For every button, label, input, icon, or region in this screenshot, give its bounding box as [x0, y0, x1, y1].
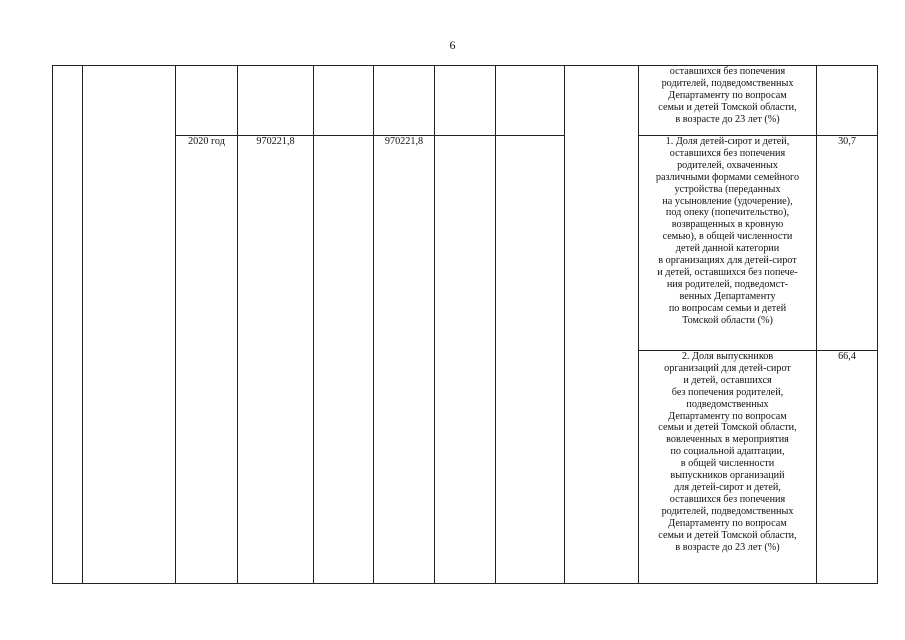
table-row-continued — [53, 66, 878, 136]
cell-federal — [314, 66, 374, 136]
indicator-cell — [639, 351, 817, 584]
indicator-value: 30,7 — [817, 136, 878, 351]
indicator-cell — [639, 136, 817, 351]
cell-total: 970221,8 — [238, 136, 314, 584]
indicator-value-cell — [817, 66, 878, 136]
page-number: 6 — [449, 38, 456, 52]
cell-federal — [314, 136, 374, 584]
indicator-text: 1. Доля детей-сирот и детей, оставшихся без попечения родителей, охваченных различными формами семейного устройства (переданных на усыновление (удочерение), под опеку (попечительство), возвращенных в кровную семью), в общей численности детей данной категории в организациях для детей-сирот и детей, оставшихся без попече- ния родителей, подведомст- венных Департаменту по вопросам семьи и детей Томской области (%) — [655, 136, 800, 326]
cell-local — [435, 136, 496, 584]
indicator-cell — [639, 66, 817, 136]
cell-year — [176, 66, 238, 136]
cell-total — [238, 66, 314, 136]
cell-executor — [565, 66, 639, 584]
cell-regional: 970221,8 — [374, 136, 435, 584]
program-table — [52, 65, 878, 584]
cell-regional — [374, 66, 435, 136]
cell-year: 2020 год — [176, 136, 238, 584]
indicator-value: 66,4 — [817, 351, 878, 584]
cell-other — [496, 66, 565, 136]
table-row-2020 — [53, 136, 878, 351]
cell-number — [53, 66, 83, 584]
indicator-text: 2. Доля выпускников организаций для детей-сирот и детей, оставшихся без попечения родителей, подведомственных Департаменту по вопросам семьи и детей Томской области, вовлеченных в мероприятия по социальной адаптации, в общей численности выпускников организаций для детей-сирот и детей, оставшихся без попечения родителей, подведомственных Департаменту по вопросам семьи и детей Томской области, в возрасте до 23 лет (%) — [658, 351, 797, 553]
cell-name — [83, 66, 176, 584]
indicator-text: оставшихся без попечения родителей, подведомственных Департаменту по вопросам семьи и детей Томской области, в возрасте до 23 лет (%) — [658, 66, 797, 125]
cell-local — [435, 66, 496, 136]
cell-other — [496, 136, 565, 584]
